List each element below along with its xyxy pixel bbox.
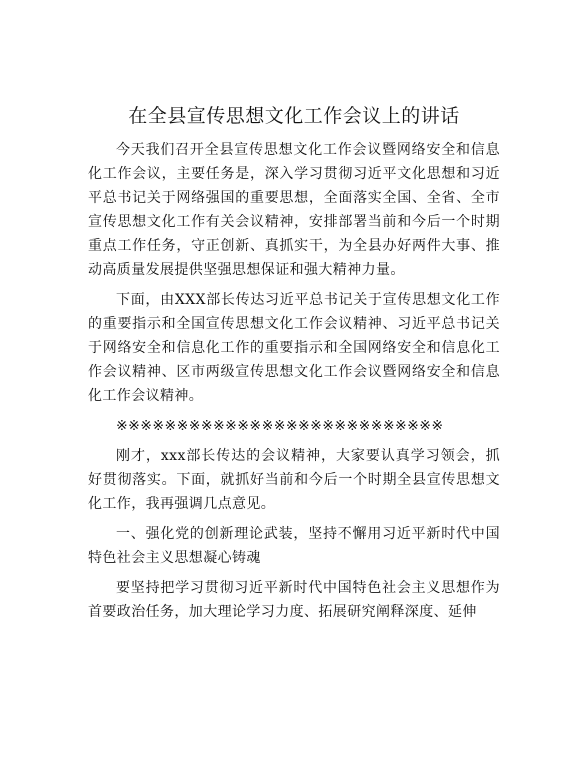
section-heading-1: 一、强化党的创新理论武装，坚持不懈用习近平新时代中国特色社会主义思想凝心铸魂 — [88, 526, 500, 566]
paragraph-remarks: 刚才，xxx部长传达的会议精神，大家要认真学习领会，抓好贯彻落实。下面，就抓好当前和今后一个时期全县宣传思想文化工作，我再强调几点意见。 — [88, 448, 500, 512]
paragraph-opening: 今天我们召开全县宣传思想文化工作会议暨网络安全和信息化工作会议，主要任务是，深入学习贯彻习近平文化思想和习近平总书记关于网络强国的重要思想，全面落实全国、全省、全市宣传思想文化工作有关会议精神，安排部署当前和今后一个时期重点工作任务，守正创新、真抓实干，为全县办好两件大事、推动高质量发展提供坚强思想保证和强大精神力量。 — [88, 142, 500, 278]
paragraph-section-1: 要坚持把学习贯彻习近平新时代中国特色社会主义思想作为首要政治任务，加大理论学习力度、拓展研究阐释深度、延伸 — [88, 580, 500, 620]
document-title: 在全县宣传思想文化工作会议上的讲话 — [128, 105, 460, 127]
paragraph-transmission: 下面，由XXX部长传达习近平总书记关于宣传思想文化工作的重要指示和全国宣传思想文化工作会议精神、习近平总书记关于网络安全和信息化工作的重要指示和全国网络安全和信息化工作会议精神、区市两级宣传思想文化工作会议暨网络安全和信息化工作会议精神。 — [88, 292, 500, 404]
section-separator: ※※※※※※※※※※※※※※※※※※※※※※※※※※※ — [116, 418, 444, 434]
